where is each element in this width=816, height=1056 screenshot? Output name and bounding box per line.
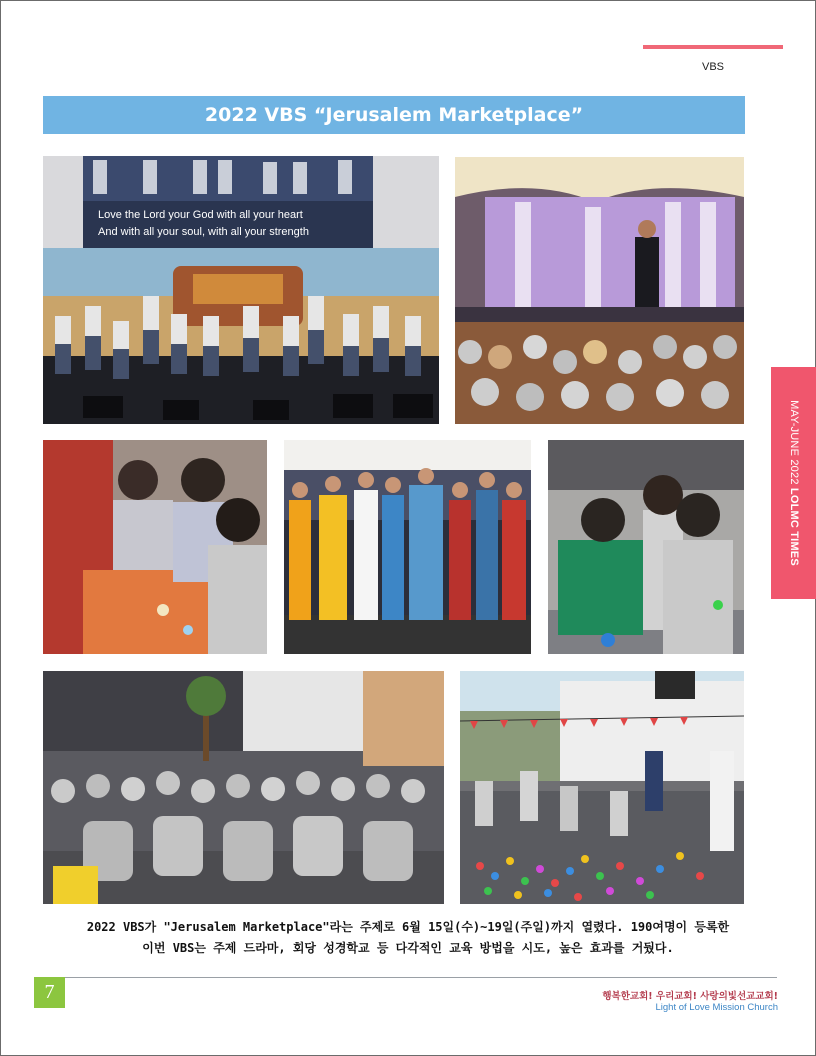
side-tab-publication: LOLMC TIMES	[787, 487, 800, 566]
article-title: 2022 VBS “Jerusalem Marketplace”	[43, 96, 745, 134]
slide-text-line1: Love the Lord your God with all your heart	[98, 209, 303, 221]
photo-stage-worship	[43, 156, 439, 424]
photo-craft-table	[43, 440, 267, 654]
side-tab	[771, 367, 816, 599]
photo-synagogue-teaching	[455, 157, 744, 424]
side-tab-issue: MAY-JUNE 2022	[787, 400, 800, 488]
photo-children-playing	[548, 440, 744, 654]
footer-divider	[40, 977, 777, 978]
footer-church-name: Light of Love Mission Church	[655, 1002, 778, 1013]
slide-text-line2: And with all your soul, with all your strength	[98, 226, 309, 238]
section-label: VBS	[701, 61, 724, 73]
side-tab-text	[788, 400, 800, 566]
photo-outdoor-ball-game	[460, 671, 744, 904]
caption-line-2: 이번 VBS는 주제 드라마, 회당 성경학교 등 다각적인 교육 방법을 시도, 높은 효과를 거뒀다.	[142, 941, 674, 955]
page-number: 7	[34, 977, 65, 1008]
photo-children-seated	[43, 671, 444, 904]
article-caption	[40, 917, 776, 959]
section-accent-line	[643, 45, 783, 49]
caption-line-1: 2022 VBS가 "Jerusalem Marketplace"라는 주제로 6월 15일(수)~19일(주일)까지 열렸다. 190여명이 등록한	[86, 920, 730, 934]
photo-costume-drama	[284, 440, 531, 654]
footer-church-slogan: 행복한교회! 우리교회! 사랑의빛선교교회!	[602, 991, 778, 1002]
